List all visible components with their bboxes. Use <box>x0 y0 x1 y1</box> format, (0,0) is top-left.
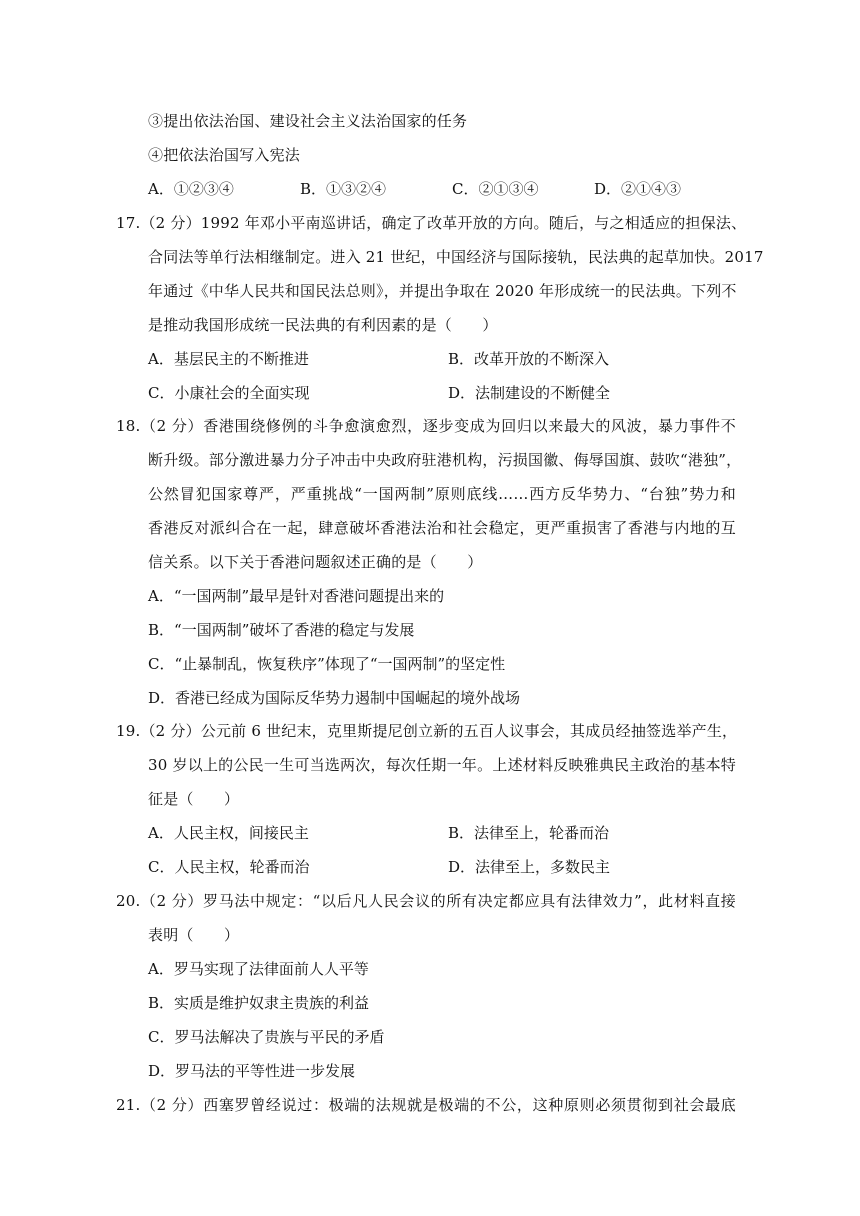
q20-stem-line-1: 20.（2 分）罗马法中规定：“以后凡人民会议的所有决定都应具有法律效力”，此材料直接 <box>116 892 736 910</box>
q17-option-b[interactable]: B．改革开放的不断深入 <box>448 350 610 368</box>
q17-option-d[interactable]: D．法制建设的不断健全 <box>448 384 611 402</box>
q17-option-a[interactable]: A．基层民主的不断推进 <box>148 350 309 368</box>
q20-option-d[interactable]: D．罗马法的平等性进一步发展 <box>148 1062 356 1080</box>
q21-stem-line-1: 21.（2 分）西塞罗曾经说过：极端的法规就是极端的不公，这种原则必须贯彻到社会最底 <box>116 1096 736 1114</box>
q20-stem-line-2: 表明（ ） <box>148 926 240 944</box>
q18-option-b[interactable]: B．“一国两制”破坏了香港的稳定与发展 <box>148 621 415 639</box>
q19-stem-line-2: 30 岁以上的公民一生可当选两次，每次任期一年。上述材料反映雅典民主政治的基本特 <box>148 756 736 774</box>
q16-option-b[interactable]: B．①③②④ <box>300 180 387 198</box>
q18-stem-line-4: 香港反对派纠合在一起，肆意破坏香港法治和社会稳定，更严重损害了香港与内地的互 <box>148 519 736 537</box>
q18-stem-line-1: 18.（2 分）香港围绕修例的斗争愈演愈烈，逐步变成为回归以来最大的风波，暴力事件不 <box>116 417 736 435</box>
q18-option-a[interactable]: A．“一国两制”最早是针对香港问题提出来的 <box>148 587 445 605</box>
q16-option-c[interactable]: C．②①③④ <box>452 180 539 198</box>
q18-stem-line-2: 断升级。部分激进暴力分子冲击中央政府驻港机构，污损国徽、侮辱国旗、鼓吹“港独”， <box>148 451 742 469</box>
q18-stem-line-5: 信关系。以下关于香港问题叙述正确的是（ ） <box>148 553 483 571</box>
q16-option-a[interactable]: A．①②③④ <box>148 180 234 198</box>
q20-option-c[interactable]: C．罗马法解决了贵族与平民的矛盾 <box>148 1028 385 1046</box>
q18-option-c[interactable]: C．“止暴制乱，恢复秩序”体现了“一国两制”的坚定性 <box>148 655 506 673</box>
q19-stem-line-3: 征是（ ） <box>148 790 240 808</box>
q16-item-3: ③提出依法治国、建设社会主义法治国家的任务 <box>148 112 468 130</box>
q20-option-a[interactable]: A．罗马实现了法律面前人人平等 <box>148 960 369 978</box>
q16-option-d[interactable]: D．②①④③ <box>594 180 682 198</box>
q17-stem-line-4: 是推动我国形成统一民法典的有利因素的是（ ） <box>148 316 498 334</box>
q18-option-d[interactable]: D．香港已经成为国际反华势力遏制中国崛起的境外战场 <box>148 689 521 707</box>
q20-option-b[interactable]: B．实质是维护奴隶主贵族的利益 <box>148 994 370 1012</box>
q18-stem-line-3: 公然冒犯国家尊严，严重挑战“一国两制”原则底线……西方反华势力、“台独”势力和 <box>148 485 736 503</box>
q17-option-c[interactable]: C．小康社会的全面实现 <box>148 384 310 402</box>
q19-option-a[interactable]: A．人民主权，间接民主 <box>148 824 309 842</box>
q19-option-c[interactable]: C．人民主权，轮番而治 <box>148 858 310 876</box>
q19-option-b[interactable]: B．法律至上，轮番而治 <box>448 824 610 842</box>
q17-stem-line-3: 年通过《中华人民共和国民法总则》，并提出争取在 2020 年形成统一的民法典。下列不 <box>148 282 737 300</box>
q16-item-4: ④把依法治国写入宪法 <box>148 146 301 164</box>
q19-stem-line-1: 19.（2 分）公元前 6 世纪末，克里斯提尼创立新的五百人议事会，其成员经抽签选举产生， <box>116 722 738 740</box>
q19-option-d[interactable]: D．法律至上，多数民主 <box>448 858 611 876</box>
q17-stem-line-2: 合同法等单行法相继制定。进入 21 世纪，中国经济与国际接轨，民法典的起草加快。2017 <box>148 248 764 266</box>
q17-stem-line-1: 17.（2 分）1992 年邓小平南巡讲话，确定了改革开放的方向。随后，与之相适应的担保法、 <box>116 214 747 232</box>
